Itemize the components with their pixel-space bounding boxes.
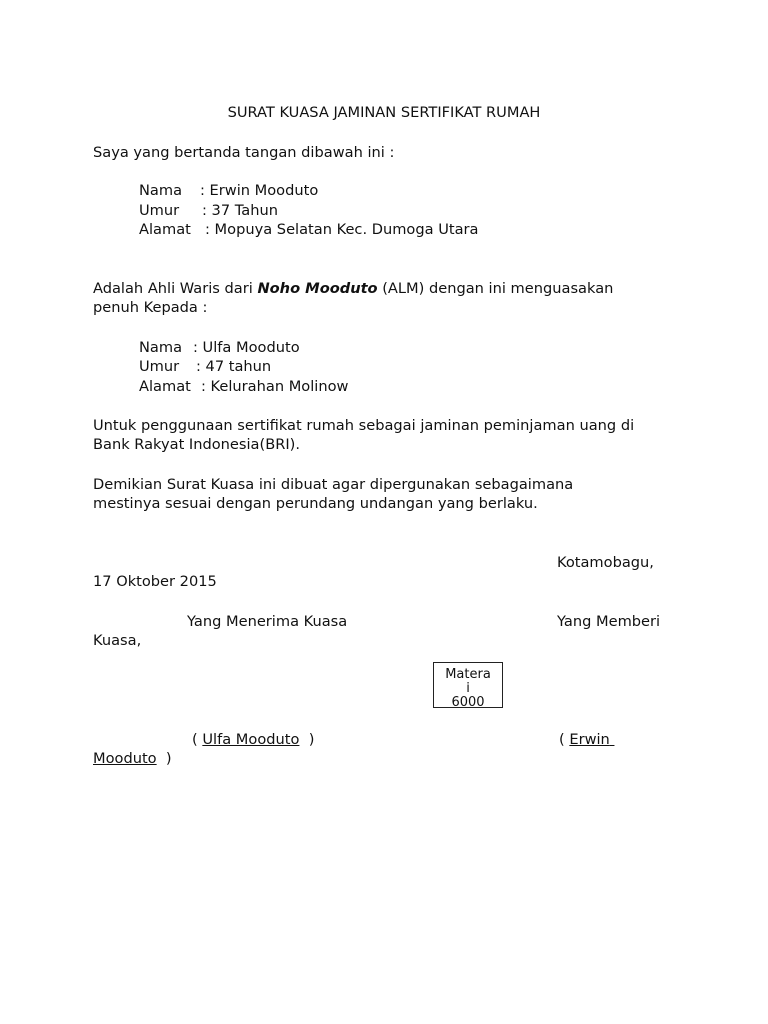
closing-line-2: mestinya sesuai dengan perundang undangan yang berlaku. xyxy=(93,495,538,512)
giver-signature-name-part2: Mooduto xyxy=(93,750,157,767)
giver-signature xyxy=(559,730,614,750)
closing-line-1: Demikian Surat Kuasa ini dibuat agar dipergunakan sebagaimana xyxy=(93,476,574,493)
giver-age-label: Umur xyxy=(139,202,180,219)
giver-name-row xyxy=(139,181,318,201)
heir-prefix: Adalah Ahli Waris dari xyxy=(93,280,258,297)
giver-address-label: Alamat xyxy=(139,221,191,238)
intro-text: Saya yang bertanda tangan dibawah ini : xyxy=(93,144,395,161)
receiver-age-row xyxy=(139,357,271,377)
receiver-address-label: Alamat xyxy=(139,378,191,395)
receiver-signature xyxy=(192,730,314,750)
giver-age-row xyxy=(139,201,278,221)
receiver-address-value: : Kelurahan Molinow xyxy=(201,378,349,395)
giver-name-label: Nama xyxy=(139,182,183,199)
giver-signature-trailing-space xyxy=(610,731,615,748)
receiver-signature-open: ( xyxy=(192,731,203,748)
receiver-age-value: : 47 tahun xyxy=(196,358,272,375)
giver-heading: Yang Memberi xyxy=(557,613,661,630)
giver-signature-open: ( xyxy=(559,731,570,748)
heir-name: Noho Mooduto xyxy=(257,280,378,297)
letter-place: Kotamobagu, xyxy=(557,554,654,571)
receiver-signature-name: Ulfa Mooduto xyxy=(202,731,300,748)
giver-heading-continued: Kuasa, xyxy=(93,632,142,649)
receiver-signature-close: ) xyxy=(299,731,315,748)
heir-paragraph-line2: penuh Kepada : xyxy=(93,299,208,316)
purpose-line-2: Bank Rakyat Indonesia(BRI). xyxy=(93,436,300,453)
document-title: SURAT KUASA JAMINAN SERTIFIKAT RUMAH xyxy=(227,104,541,121)
heir-suffix: (ALM) dengan ini menguasakan xyxy=(377,280,614,297)
giver-address-value: : Mopuya Selatan Kec. Dumoga Utara xyxy=(205,221,479,238)
giver-signature-name-part1: Erwin xyxy=(569,731,610,748)
stamp-label-3: 6000 xyxy=(451,695,485,708)
giver-signature-close: ) xyxy=(156,750,172,767)
receiver-age-label: Umur xyxy=(139,358,180,375)
giver-name-value: : Erwin Mooduto xyxy=(200,182,319,199)
giver-address-row xyxy=(139,220,479,240)
giver-age-value: : 37 Tahun xyxy=(202,202,278,219)
purpose-line-1: Untuk penggunaan sertifikat rumah sebagai jaminan peminjaman uang di xyxy=(93,417,635,434)
receiver-name-row xyxy=(139,338,300,358)
receiver-address-row xyxy=(139,377,348,397)
receiver-name-value: : Ulfa Mooduto xyxy=(193,339,300,356)
receiver-heading: Yang Menerima Kuasa xyxy=(187,613,348,630)
receiver-name-label: Nama xyxy=(139,339,183,356)
stamp-box xyxy=(433,662,503,708)
stamp-label-2: i xyxy=(466,681,470,696)
stamp-label-1: Matera xyxy=(445,667,491,682)
heir-paragraph xyxy=(93,279,673,299)
giver-signature-continued xyxy=(93,749,172,769)
letter-date: 17 Oktober 2015 xyxy=(93,573,217,590)
